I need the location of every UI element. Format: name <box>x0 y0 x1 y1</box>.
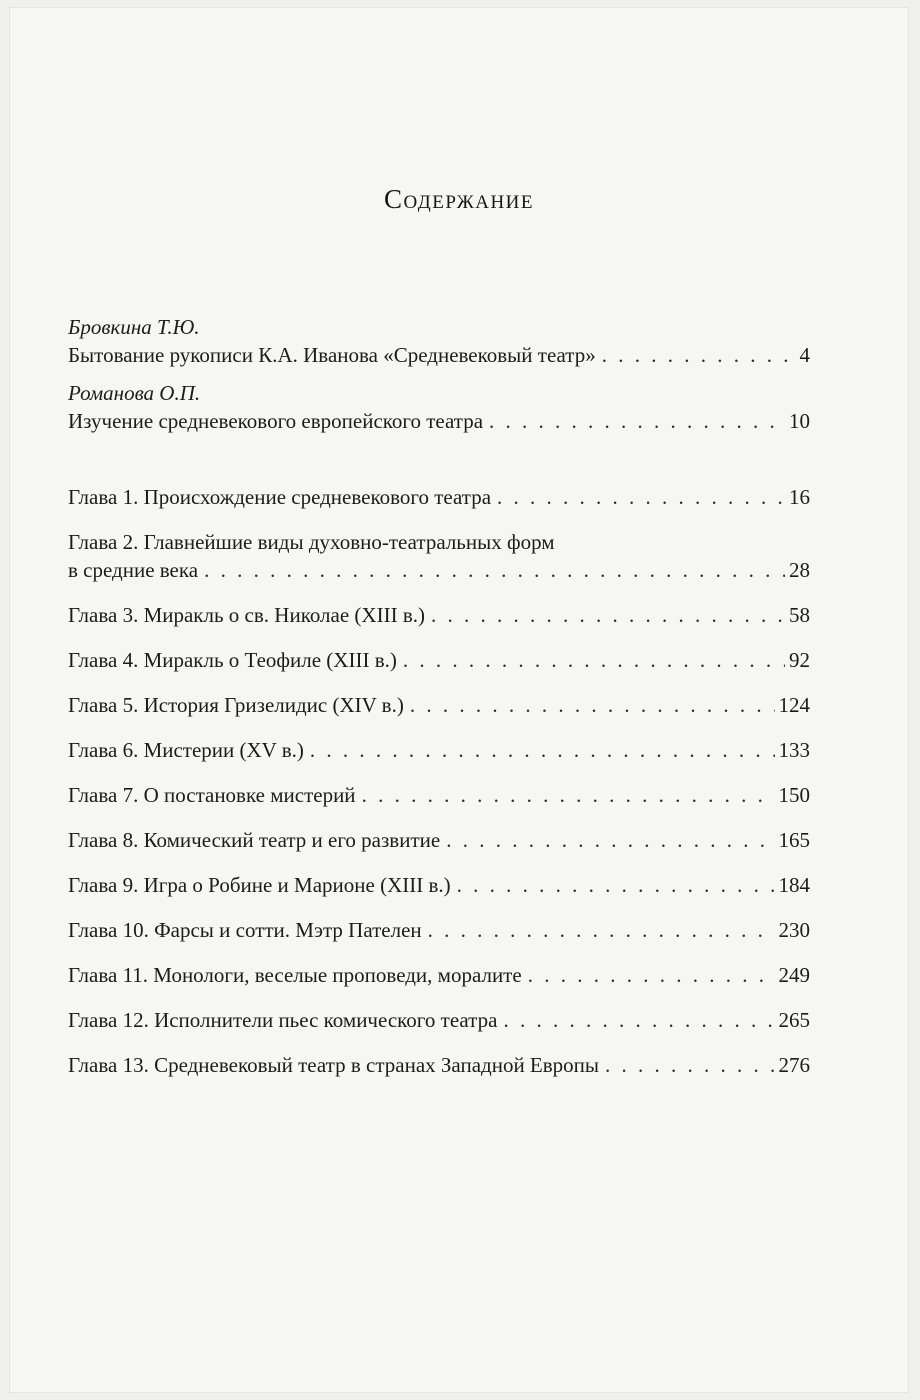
dot-leader <box>457 871 775 899</box>
entry-title: Глава 7. О постановке мистерий <box>68 783 356 807</box>
entry-page-number: 265 <box>778 1008 810 1032</box>
entry-page-number: 133 <box>778 738 810 762</box>
entry-continuation <box>68 556 810 584</box>
entry-title: Глава 11. Монологи, веселые проповеди, моралите <box>68 963 522 987</box>
page-title: Содержание <box>383 184 535 214</box>
entry-page-number: 124 <box>778 693 810 717</box>
entry-title: Глава 5. История Гризелидис (XIV в.) <box>68 693 404 717</box>
toc-chapter-entry <box>68 916 810 944</box>
toc-front-entry <box>68 379 810 435</box>
toc-chapter-entry <box>68 736 810 764</box>
dot-leader <box>310 736 775 764</box>
entry-author: Романова О.П. <box>68 381 201 405</box>
dot-leader <box>489 407 785 435</box>
toc-chapter-entry <box>68 961 810 989</box>
entry-title: Бытование рукописи К.А. Иванова «Средневековый театр» <box>68 343 596 367</box>
entry-page-number: 184 <box>778 873 810 897</box>
entry-page-number: 276 <box>778 1053 810 1077</box>
entry-page-number: 10 <box>789 409 810 433</box>
dot-leader <box>528 961 775 989</box>
toc-chapter-entry <box>68 1051 810 1079</box>
entry-page-number: 230 <box>778 918 810 942</box>
toc-chapter-entry <box>68 1006 810 1034</box>
entry-page-number: 4 <box>799 343 810 367</box>
toc-chapter-entry <box>68 528 810 584</box>
dot-leader <box>446 826 774 854</box>
toc-chapter-entry <box>68 646 810 674</box>
table-of-contents <box>68 313 810 1079</box>
entry-title-line: Глава 2. Главнейшие виды духовно-театральных форм <box>68 530 555 554</box>
entry-page-number: 28 <box>789 558 810 582</box>
entry-title: Изучение средневекового европейского театра <box>68 409 484 433</box>
entry-page-number: 58 <box>789 603 810 627</box>
entry-page-number: 150 <box>778 783 810 807</box>
book-page <box>10 8 908 1392</box>
dot-leader <box>204 556 785 584</box>
toc-entry <box>68 341 810 369</box>
entry-title: Глава 3. Миракль о св. Николае (XIII в.) <box>68 603 425 627</box>
entry-page-number: 92 <box>789 648 810 672</box>
toc-entry <box>68 407 810 435</box>
entry-page-number: 165 <box>778 828 810 852</box>
dot-leader <box>497 483 785 511</box>
entry-title: Глава 9. Игра о Робине и Марионе (XIII в.) <box>68 873 451 897</box>
toc-chapter-entry <box>68 826 810 854</box>
entry-title: Глава 4. Миракль о Теофиле (XIII в.) <box>68 648 397 672</box>
entry-page-number: 16 <box>789 485 810 509</box>
toc-chapter-entry <box>68 781 810 809</box>
entry-title: Глава 6. Мистерии (XV в.) <box>68 738 304 762</box>
dot-leader <box>503 1006 774 1034</box>
dot-leader <box>362 781 775 809</box>
entry-title: в средние века <box>68 558 199 582</box>
toc-chapter-entry <box>68 601 810 629</box>
toc-chapter-entry <box>68 483 810 511</box>
entry-author: Бровкина Т.Ю. <box>68 315 200 339</box>
entry-title: Глава 12. Исполнители пьес комического театра <box>68 1008 498 1032</box>
dot-leader <box>410 691 775 719</box>
dot-leader <box>605 1051 774 1079</box>
dot-leader <box>431 601 785 629</box>
entry-title: Глава 13. Средневековый театр в странах Западной Европы <box>68 1053 600 1077</box>
entry-title: Глава 1. Происхождение средневекового театра <box>68 485 492 509</box>
dot-leader <box>403 646 785 674</box>
dot-leader <box>428 916 775 944</box>
dot-leader <box>602 341 796 369</box>
toc-front-entry <box>68 313 810 369</box>
entry-title: Глава 10. Фарсы и сотти. Мэтр Пателен <box>68 918 422 942</box>
toc-chapter-entry <box>68 691 810 719</box>
entry-page-number: 249 <box>778 963 810 987</box>
toc-chapter-entry <box>68 871 810 899</box>
entry-title: Глава 8. Комический театр и его развитие <box>68 828 441 852</box>
